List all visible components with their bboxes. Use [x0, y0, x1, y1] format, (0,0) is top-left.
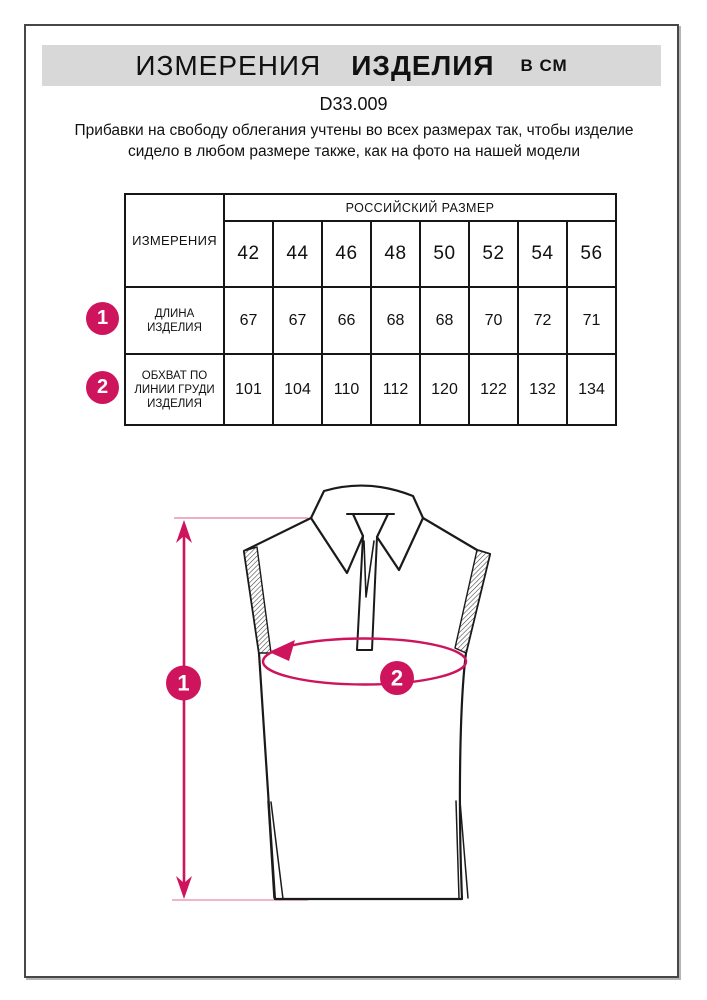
size-header-cell: 42: [224, 221, 273, 287]
chest-value-cell: 120: [420, 354, 469, 425]
size-header-cell: 44: [273, 221, 322, 287]
fit-note-text: Прибавки на свободу облегания учтены во всех размерах так, чтобы изделие сидело в любом размере также, как на фото на нашей модели: [74, 122, 634, 160]
article-number: D33.009: [319, 94, 388, 114]
length-value-cell: 67: [224, 287, 273, 354]
size-measurement-table: [124, 193, 617, 426]
vest-body-outline: [244, 486, 490, 899]
page-title: ИЗМЕРЕНИЯ: [135, 49, 322, 81]
length-value-cell: 67: [273, 287, 322, 354]
length-value-cell: 72: [518, 287, 567, 354]
diagram-marker-1-number: 1: [177, 670, 190, 696]
chest-value-cell: 132: [518, 354, 567, 425]
marker-1-badge: 1: [86, 302, 119, 335]
size-header-cell: 50: [420, 221, 469, 287]
chest-row-label: ОБХВАТ ПО ЛИНИИ ГРУДИ ИЗДЕЛИЯ: [125, 354, 224, 425]
chest-value-cell: 112: [371, 354, 420, 425]
size-header-cell: 48: [371, 221, 420, 287]
measurements-column-header: ИЗМЕРЕНИЯ: [125, 194, 224, 287]
size-header-cell: 56: [567, 221, 616, 287]
length-row-label: ДЛИНА ИЗДЕЛИЯ: [125, 287, 224, 354]
marker-2-badge: 2: [86, 371, 119, 404]
chest-row: [125, 354, 616, 425]
table-row: [125, 194, 616, 221]
header-bar: [42, 45, 661, 86]
chest-value-cell: 104: [273, 354, 322, 425]
length-value-cell: 68: [371, 287, 420, 354]
length-value-cell: 71: [567, 287, 616, 354]
size-header-cell: 52: [469, 221, 518, 287]
page-title-bold: ИЗДЕЛИЯ: [351, 49, 495, 81]
vest-sketch: [244, 486, 490, 899]
diagram-marker-2-number: 2: [390, 665, 404, 691]
length-row: [125, 287, 616, 354]
length-value-cell: 66: [322, 287, 371, 354]
russian-size-group-header: РОССИЙСКИЙ РАЗМЕР: [224, 194, 616, 221]
size-header-cell: 46: [322, 221, 371, 287]
size-header-cell: 54: [518, 221, 567, 287]
chest-value-cell: 134: [567, 354, 616, 425]
chest-value-cell: 101: [224, 354, 273, 425]
garment-technical-drawing: [0, 440, 707, 1000]
length-value-cell: 70: [469, 287, 518, 354]
units-label: В СМ: [520, 55, 568, 75]
length-value-cell: 68: [420, 287, 469, 354]
chest-value-cell: 122: [469, 354, 518, 425]
chest-value-cell: 110: [322, 354, 371, 425]
